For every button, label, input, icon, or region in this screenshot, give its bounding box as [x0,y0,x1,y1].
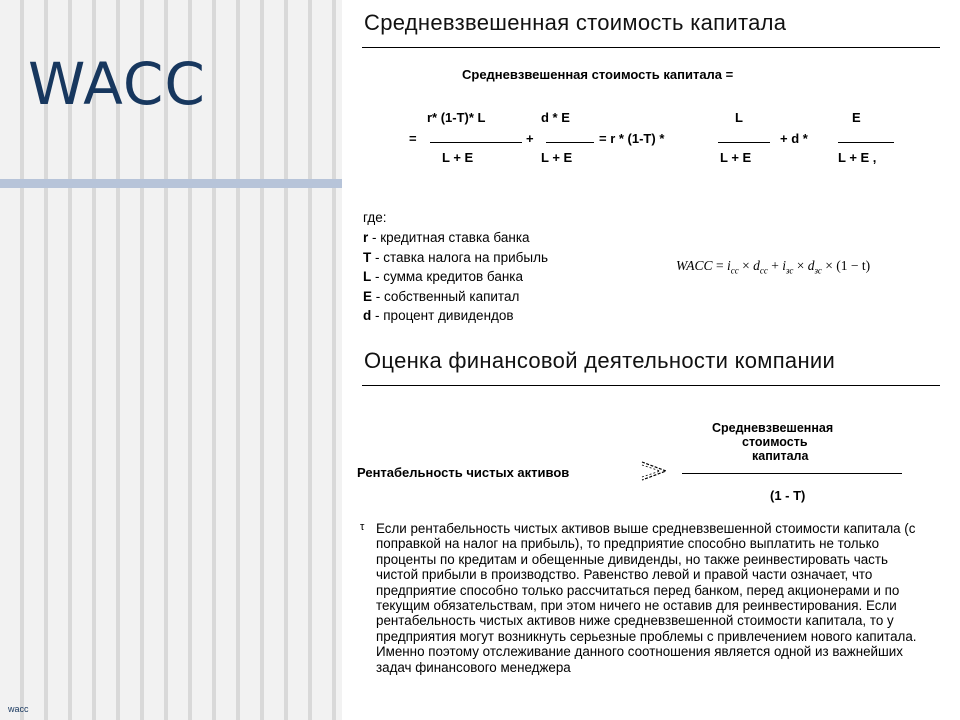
definitions-where: где: [363,210,387,225]
formula-plus: + [526,131,534,146]
wacc-times2: × [796,258,805,273]
definition-r [363,230,530,245]
section1-title: Средневзвешенная стоимость капитала [364,10,787,35]
slide-title: WACC [28,50,206,118]
wacc-formula [676,258,870,276]
section2-rule [362,385,940,386]
ratio-fraction-bar [682,473,902,474]
greater-than-icon [640,456,670,486]
formula-den2: L + E [541,150,573,165]
formula-eq: = [409,131,417,146]
ratio-num-line3: капитала [752,449,809,463]
ratio-num-line2: стоимость [742,435,808,449]
def-text: - собственный капитал [372,289,520,304]
wacc-eq: = [715,258,724,273]
ratio-left: Рентабельность чистых активов [357,465,570,480]
fraction-bar-2 [546,142,594,143]
def-symbol: d [363,308,372,323]
wacc-paren: (1 − t) [836,258,871,273]
def-symbol: L [363,269,372,284]
section2-title: Оценка финансовой деятельности компании [364,348,836,373]
formula-num3: L [735,110,743,125]
wacc-sub-cc2: cc [759,265,768,276]
wacc-times3: × [825,258,833,273]
wacc-times: × [742,258,750,273]
paragraph-bullet: τ [360,521,365,533]
formula-plus-d: + d * [780,131,808,146]
def-text: - сумма кредитов банка [371,269,524,284]
definition-t [363,250,548,265]
slide-footer: wacc [8,704,29,714]
ratio-num-line1: Средневзвешенная [712,421,834,435]
def-symbol: r [363,230,369,245]
definition-d [363,308,514,323]
wacc-d2: d [807,258,815,273]
wacc-i2: i [782,258,786,273]
wacc-d1: d [753,258,760,273]
def-symbol: T [363,250,372,265]
formula-lhs: Средневзвешенная стоимость капитала = [462,67,734,82]
fraction-bar-1 [430,142,522,143]
def-text: - ставка налога на прибыль [371,250,548,265]
definition-e [363,289,519,304]
ratio-denominator: (1 - T) [770,488,806,503]
wacc-sub-zs2: зс [814,265,822,276]
wacc-plus: + [771,258,779,273]
fraction-bar-3 [718,142,770,143]
formula-den1: L + E [442,150,474,165]
wacc-sub-cc: cc [730,265,739,276]
fraction-bar-4 [838,142,894,143]
section1-rule [362,47,940,48]
formula-num1: r* (1-T)* L [427,110,486,125]
def-text: - кредитная ставка банка [368,230,530,245]
formula-den4: L + E , [838,150,877,165]
wacc-i1: i [726,258,731,273]
explanation-paragraph: Если рентабельность чистых активов выше средневзвешенной стоимости капитала (с поправкой на налог на прибыль), то предприятие способно выплатить не только проценты по кредитам и обещенные дивиденды, но также реинвестировать часть чистой прибыли в производство. Равенство левой и правой части означает, что предприятие способно только рассчитаться перед банком, перед акционерами и по текущим обязательствам, при этом ничего не оставив для реинвестирования. Если рентабельность чистых активов ниже средневзвешенной стоимости капитала, то у предприятия могут возникнуть серьезные проблемы с привлечением нового капитала. Именно поэтому отслеживание данного соотношения является одной из важнейших задач финансового менеджера [376,521,917,675]
formula-num2: d * E [541,110,570,125]
wacc-lhs: WACC [676,258,713,273]
def-symbol: E [363,289,373,304]
formula-num4: E [852,110,861,125]
def-text: - процент дивидендов [371,308,514,323]
formula-den3: L + E [720,150,752,165]
formula-mid: = r * (1-T) * [599,131,665,146]
panel-accent-stripe [0,179,342,188]
definition-l [363,269,523,284]
wacc-sub-zs: зс [785,265,794,276]
ratio-gt-sign [640,456,670,486]
